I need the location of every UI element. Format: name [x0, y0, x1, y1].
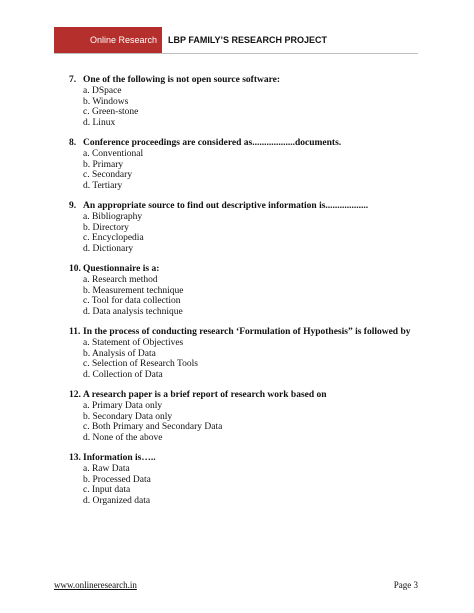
- option-b: b. Analysis of Data: [83, 348, 156, 359]
- option-a: a. Research method: [83, 275, 158, 285]
- option-c: c. Both Primary and Secondary Data: [83, 422, 223, 432]
- question-9: [69, 201, 414, 254]
- question-number: 9.: [69, 201, 77, 211]
- question-10: [69, 264, 414, 317]
- option-d: d. Collection of Data: [83, 369, 163, 380]
- option-c: c. Encyclopedia: [83, 233, 144, 243]
- question-12: [69, 390, 414, 443]
- option-a: a. DSpace: [83, 86, 122, 96]
- question-13: [69, 453, 414, 506]
- option-d: d. Linux: [83, 117, 116, 128]
- option-a: a. Statement of Objectives: [83, 338, 184, 348]
- question-number: 12.: [69, 390, 81, 400]
- option-b: b. Primary: [83, 159, 124, 170]
- header-project-title: LBP FAMILY’S RESEARCH PROJECT: [168, 35, 328, 45]
- question-7: [69, 75, 414, 128]
- question-text: One of the following is not open source software:: [83, 75, 281, 85]
- option-a: a. Bibliography: [83, 212, 143, 222]
- option-d: d. Organized data: [83, 495, 151, 506]
- option-b: b. Windows: [83, 96, 129, 107]
- option-c: c. Selection of Research Tools: [83, 359, 198, 369]
- question-number: 10.: [69, 264, 81, 274]
- question-number: 8.: [69, 138, 77, 148]
- question-text: A research paper is a brief report of research work based on: [83, 390, 327, 400]
- option-a: a. Primary Data only: [83, 401, 163, 411]
- option-b: b. Secondary Data only: [83, 411, 173, 422]
- page-number: Page 3: [393, 580, 418, 590]
- option-d: d. Dictionary: [83, 243, 134, 254]
- question-number: 13.: [69, 453, 81, 463]
- question-text: Conference proceedings are considered as..................documents.: [83, 138, 342, 148]
- question-text: Questionnaire is a:: [83, 264, 160, 274]
- option-b: b. Processed Data: [83, 474, 151, 485]
- question-text: In the process of conducting research ‘Formulation of Hypothesis” is followed by: [83, 327, 411, 337]
- header-site-label: Online Research: [54, 27, 162, 53]
- option-b: b. Measurement technique: [83, 285, 184, 296]
- footer-website-link[interactable]: www.onlineresearch.in: [54, 580, 137, 590]
- option-c: c. Input data: [83, 485, 131, 495]
- question-number: 7.: [69, 75, 77, 85]
- question-list: [69, 75, 414, 516]
- option-a: a. Raw Data: [83, 464, 130, 474]
- question-text: Information is…..: [83, 453, 156, 463]
- option-d: d. None of the above: [83, 432, 163, 443]
- option-c: c. Secondary: [83, 170, 133, 180]
- option-a: a. Conventional: [83, 149, 144, 159]
- question-text: An appropriate source to find out descriptive information is..................: [83, 201, 369, 211]
- option-d: d. Tertiary: [83, 180, 123, 191]
- question-number: 11.: [69, 327, 81, 337]
- option-b: b. Directory: [83, 222, 129, 233]
- question-11: [69, 327, 414, 380]
- page-footer: [54, 580, 418, 590]
- option-c: c. Green-stone: [83, 107, 139, 117]
- question-8: [69, 138, 414, 191]
- option-c: c. Tool for data collection: [83, 296, 181, 306]
- option-d: d. Data analysis technique: [83, 306, 183, 317]
- page-header: [54, 27, 418, 54]
